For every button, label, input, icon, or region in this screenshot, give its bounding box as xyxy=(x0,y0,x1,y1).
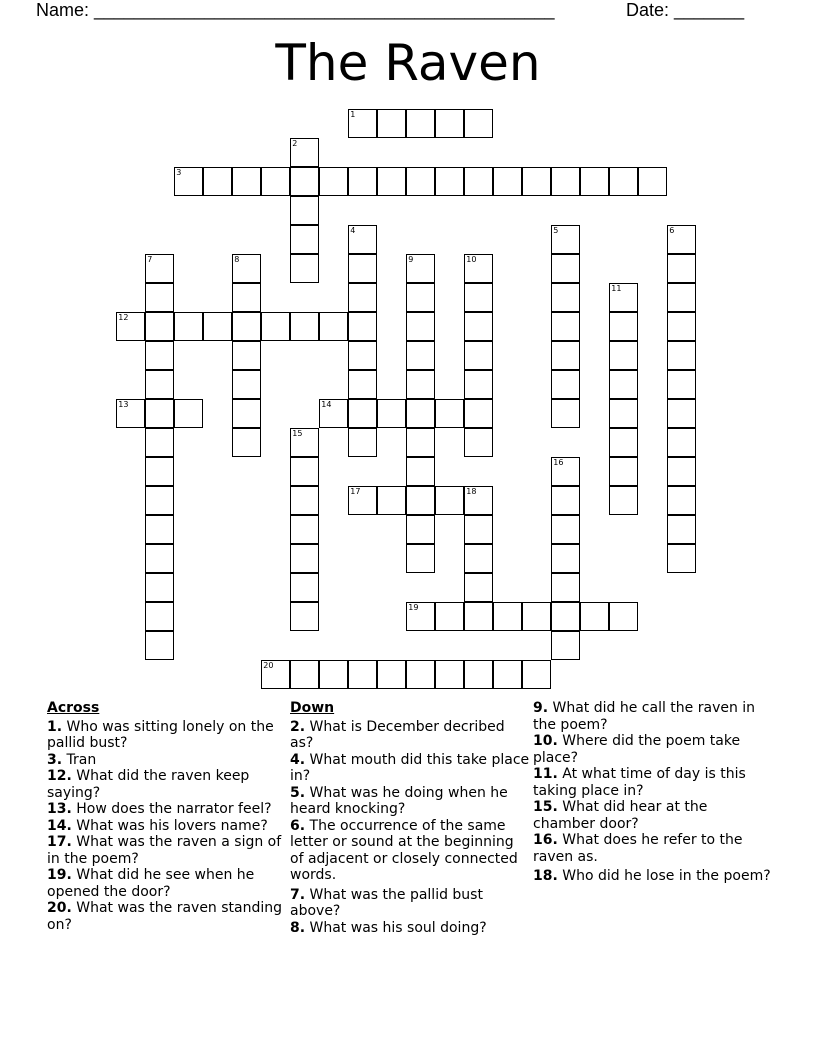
grid-cell[interactable] xyxy=(609,283,638,312)
clue-text: Who did he lose in the poem? xyxy=(562,868,771,884)
clue-text: What was his lovers name? xyxy=(76,817,268,834)
grid-cell[interactable] xyxy=(464,399,493,428)
clue-num: 15. xyxy=(533,799,558,815)
grid-cell[interactable] xyxy=(348,109,377,138)
grid-cell[interactable] xyxy=(145,486,174,515)
grid-cell[interactable] xyxy=(377,109,406,138)
grid-cell[interactable] xyxy=(348,283,377,312)
grid-cell[interactable] xyxy=(667,515,696,544)
grid-cell[interactable] xyxy=(145,573,174,602)
clue-number: 14 xyxy=(321,400,332,410)
down-clue xyxy=(290,752,530,785)
grid-cell[interactable] xyxy=(406,486,435,515)
grid-cell[interactable] xyxy=(551,544,580,573)
grid-cell[interactable] xyxy=(261,167,290,196)
down-clue xyxy=(290,818,530,884)
clue-num: 7. xyxy=(290,886,306,903)
grid-cell[interactable] xyxy=(551,457,580,486)
grid-cell[interactable] xyxy=(348,312,377,341)
grid-cell[interactable] xyxy=(551,573,580,602)
clue-num: 16. xyxy=(533,832,558,848)
grid-cell[interactable] xyxy=(290,254,319,283)
clue-number: 5 xyxy=(553,226,559,236)
grid-cell[interactable] xyxy=(464,254,493,283)
grid-cell[interactable] xyxy=(551,515,580,544)
clue-num: 20. xyxy=(47,900,72,916)
clue-number: 13 xyxy=(118,400,129,410)
grid-cell[interactable] xyxy=(609,370,638,399)
grid-cell[interactable] xyxy=(609,457,638,486)
grid-cell[interactable] xyxy=(145,602,174,631)
clue-text: Who was sitting lonely on the pallid bust? xyxy=(47,718,274,751)
clue-num: 17. xyxy=(47,834,72,850)
clue-text: What did he see when he opened the door? xyxy=(47,867,255,900)
clue-num: 11. xyxy=(533,766,558,782)
grid-cell[interactable] xyxy=(580,602,609,631)
grid-cell[interactable] xyxy=(232,312,261,341)
clue-text: What was the raven a sign of in the poem? xyxy=(47,834,282,867)
clue-text: What was he doing when he heard knocking? xyxy=(290,784,508,817)
grid-cell[interactable] xyxy=(464,515,493,544)
grid-cell[interactable] xyxy=(522,660,551,689)
grid-cell[interactable] xyxy=(348,486,377,515)
grid-cell[interactable] xyxy=(174,167,203,196)
clue-num: 4. xyxy=(290,751,306,768)
grid-cell[interactable] xyxy=(174,312,203,341)
grid-cell[interactable] xyxy=(551,341,580,370)
grid-cell[interactable] xyxy=(348,428,377,457)
grid-cell[interactable] xyxy=(609,486,638,515)
grid-cell[interactable] xyxy=(406,544,435,573)
grid-cell[interactable] xyxy=(232,341,261,370)
clue-number: 2 xyxy=(292,139,298,149)
grid-cell[interactable] xyxy=(348,370,377,399)
grid-cell[interactable] xyxy=(464,283,493,312)
grid-cell[interactable] xyxy=(406,283,435,312)
grid-cell[interactable] xyxy=(174,399,203,428)
clue-text: What mouth did this take place in? xyxy=(290,751,530,784)
grid-cell[interactable] xyxy=(464,544,493,573)
clue-number: 19 xyxy=(408,603,419,613)
clue-num: 19. xyxy=(47,867,72,883)
grid-cell[interactable] xyxy=(348,399,377,428)
grid-cell[interactable] xyxy=(203,312,232,341)
grid-cell[interactable] xyxy=(145,428,174,457)
grid-cell[interactable] xyxy=(464,486,493,515)
grid-cell[interactable] xyxy=(609,399,638,428)
grid-cell[interactable] xyxy=(464,602,493,631)
grid-cell[interactable] xyxy=(232,167,261,196)
grid-cell[interactable] xyxy=(290,457,319,486)
grid-cell[interactable] xyxy=(435,486,464,515)
across-clue xyxy=(47,801,287,818)
clue-number: 8 xyxy=(234,255,240,265)
grid-cell[interactable] xyxy=(348,660,377,689)
down-clue xyxy=(290,719,530,752)
grid-cell[interactable] xyxy=(319,660,348,689)
grid-cell[interactable] xyxy=(319,399,348,428)
grid-cell[interactable] xyxy=(348,167,377,196)
across-clue xyxy=(47,867,287,900)
clue-text: What is December decribed as? xyxy=(290,718,505,751)
clue-number: 4 xyxy=(350,226,356,236)
clue-number: 1 xyxy=(350,110,356,120)
grid-cell[interactable] xyxy=(145,370,174,399)
grid-cell[interactable] xyxy=(464,370,493,399)
grid-cell[interactable] xyxy=(290,660,319,689)
clue-number: 20 xyxy=(263,661,274,671)
clue-number: 12 xyxy=(118,313,129,323)
grid-cell[interactable] xyxy=(145,341,174,370)
clue-number: 3 xyxy=(176,168,182,178)
down-clue xyxy=(533,868,773,885)
grid-cell[interactable] xyxy=(377,399,406,428)
down-clue xyxy=(290,887,530,920)
grid-cell[interactable] xyxy=(667,428,696,457)
across-heading: Across xyxy=(47,700,100,716)
grid-cell[interactable] xyxy=(667,544,696,573)
clue-text: What does he refer to the raven as. xyxy=(533,832,743,865)
grid-cell[interactable] xyxy=(435,660,464,689)
clue-text: What was the raven standing on? xyxy=(47,900,283,933)
grid-cell[interactable] xyxy=(261,312,290,341)
grid-cell[interactable] xyxy=(290,486,319,515)
page-title: The Raven xyxy=(275,34,541,92)
grid-cell[interactable] xyxy=(406,602,435,631)
down-clue xyxy=(533,700,773,733)
clue-num: 2. xyxy=(290,718,306,735)
grid-cell[interactable] xyxy=(145,399,174,428)
grid-cell[interactable] xyxy=(290,602,319,631)
grid-cell[interactable] xyxy=(551,254,580,283)
clue-number: 7 xyxy=(147,255,153,265)
grid-cell[interactable] xyxy=(667,486,696,515)
grid-cell[interactable] xyxy=(493,602,522,631)
grid-cell[interactable] xyxy=(638,167,667,196)
clue-number: 18 xyxy=(466,487,477,497)
grid-cell[interactable] xyxy=(522,602,551,631)
grid-cell[interactable] xyxy=(464,109,493,138)
across-clues xyxy=(47,700,287,933)
grid-cell[interactable] xyxy=(290,573,319,602)
down-clues-column-2 xyxy=(533,700,773,885)
clue-num: 14. xyxy=(47,817,72,834)
grid-cell[interactable] xyxy=(522,167,551,196)
clue-number: 16 xyxy=(553,458,564,468)
grid-cell[interactable] xyxy=(609,167,638,196)
grid-cell[interactable] xyxy=(667,399,696,428)
grid-cell[interactable] xyxy=(290,196,319,225)
grid-cell[interactable] xyxy=(232,370,261,399)
down-clue xyxy=(533,733,773,766)
grid-cell[interactable] xyxy=(435,602,464,631)
across-clue xyxy=(47,900,287,933)
grid-cell[interactable] xyxy=(319,312,348,341)
clue-num: 5. xyxy=(290,784,306,801)
grid-cell[interactable] xyxy=(406,109,435,138)
grid-cell[interactable] xyxy=(145,312,174,341)
clue-num: 1. xyxy=(47,718,63,735)
across-clue xyxy=(47,752,287,769)
grid-cell[interactable] xyxy=(319,167,348,196)
grid-cell[interactable] xyxy=(609,341,638,370)
grid-cell[interactable] xyxy=(406,312,435,341)
clue-text: The occurrence of the same letter or sound at the beginning of adjacent or closely connected words. xyxy=(290,817,518,883)
grid-cell[interactable] xyxy=(377,486,406,515)
clue-text: What was his soul doing? xyxy=(309,919,487,936)
clue-number: 6 xyxy=(669,226,675,236)
grid-cell[interactable] xyxy=(667,312,696,341)
grid-cell[interactable] xyxy=(145,544,174,573)
grid-cell[interactable] xyxy=(290,167,319,196)
clue-num: 10. xyxy=(533,733,558,749)
clue-num: 12. xyxy=(47,768,72,784)
grid-cell[interactable] xyxy=(667,283,696,312)
down-clue xyxy=(533,832,773,865)
clue-number: 11 xyxy=(611,284,622,294)
grid-cell[interactable] xyxy=(609,602,638,631)
clue-text: What did he call the raven in the poem? xyxy=(533,700,756,733)
clue-text: How does the narrator feel? xyxy=(76,801,272,817)
grid-cell[interactable] xyxy=(667,370,696,399)
clue-text: Where did the poem take place? xyxy=(533,733,741,766)
grid-cell[interactable] xyxy=(290,428,319,457)
grid-cell[interactable] xyxy=(290,544,319,573)
clue-number: 15 xyxy=(292,429,303,439)
grid-cell[interactable] xyxy=(667,225,696,254)
grid-cell[interactable] xyxy=(406,399,435,428)
grid-cell[interactable] xyxy=(551,283,580,312)
grid-cell[interactable] xyxy=(551,225,580,254)
clue-text: Tran xyxy=(66,751,97,768)
clue-num: 18. xyxy=(533,868,558,884)
grid-cell[interactable] xyxy=(435,399,464,428)
grid-cell[interactable] xyxy=(609,312,638,341)
clue-text: At what time of day is this taking place in? xyxy=(533,766,746,799)
clue-num: 9. xyxy=(533,700,549,716)
grid-cell[interactable] xyxy=(464,167,493,196)
grid-cell[interactable] xyxy=(145,283,174,312)
grid-cell[interactable] xyxy=(203,167,232,196)
grid-cell[interactable] xyxy=(145,515,174,544)
grid-cell[interactable] xyxy=(493,660,522,689)
grid-cell[interactable] xyxy=(290,515,319,544)
down-clues-column-1 xyxy=(290,700,530,936)
grid-cell[interactable] xyxy=(551,370,580,399)
grid-cell[interactable] xyxy=(232,428,261,457)
down-clue xyxy=(533,766,773,799)
down-clue xyxy=(533,799,773,832)
clue-num: 13. xyxy=(47,801,72,817)
grid-cell[interactable] xyxy=(232,254,261,283)
grid-cell[interactable] xyxy=(406,254,435,283)
across-clue xyxy=(47,719,287,752)
grid-cell[interactable] xyxy=(406,167,435,196)
grid-cell[interactable] xyxy=(145,457,174,486)
across-clue xyxy=(47,818,287,835)
name-field[interactable]: Name: ______________________________________________ xyxy=(36,0,555,20)
grid-cell[interactable] xyxy=(667,457,696,486)
grid-cell[interactable] xyxy=(435,167,464,196)
down-clue xyxy=(290,785,530,818)
grid-cell[interactable] xyxy=(377,167,406,196)
grid-cell[interactable] xyxy=(551,399,580,428)
grid-cell[interactable] xyxy=(551,486,580,515)
grid-cell[interactable] xyxy=(464,573,493,602)
grid-cell[interactable] xyxy=(348,225,377,254)
grid-cell[interactable] xyxy=(551,167,580,196)
clue-num: 6. xyxy=(290,817,306,834)
across-clue xyxy=(47,834,287,867)
grid-cell[interactable] xyxy=(667,254,696,283)
grid-cell[interactable] xyxy=(348,254,377,283)
clue-text: What did the raven keep saying? xyxy=(47,768,250,801)
grid-cell[interactable] xyxy=(580,167,609,196)
clue-number: 9 xyxy=(408,255,414,265)
grid-cell[interactable] xyxy=(377,660,406,689)
grid-cell[interactable] xyxy=(145,631,174,660)
clue-text: What was the pallid bust above? xyxy=(290,886,483,919)
grid-cell[interactable] xyxy=(348,341,377,370)
grid-cell[interactable] xyxy=(232,399,261,428)
clue-number: 17 xyxy=(350,487,361,497)
grid-cell[interactable] xyxy=(116,312,145,341)
grid-cell[interactable] xyxy=(493,167,522,196)
grid-cell[interactable] xyxy=(145,254,174,283)
grid-cell[interactable] xyxy=(406,457,435,486)
clue-num: 8. xyxy=(290,919,306,936)
grid-cell[interactable] xyxy=(290,312,319,341)
grid-cell[interactable] xyxy=(406,660,435,689)
grid-cell[interactable] xyxy=(435,109,464,138)
grid-cell[interactable] xyxy=(406,515,435,544)
grid-cell[interactable] xyxy=(464,428,493,457)
grid-cell[interactable] xyxy=(406,428,435,457)
down-heading: Down xyxy=(290,700,335,716)
across-clue xyxy=(47,768,287,801)
grid-cell[interactable] xyxy=(261,660,290,689)
grid-cell[interactable] xyxy=(551,602,580,631)
clue-number: 10 xyxy=(466,255,477,265)
grid-cell[interactable] xyxy=(290,138,319,167)
grid-cell[interactable] xyxy=(232,283,261,312)
date-field[interactable]: Date: _______ xyxy=(626,0,745,20)
grid-cell[interactable] xyxy=(667,341,696,370)
down-clue xyxy=(290,920,530,937)
clue-text: What did hear at the chamber door? xyxy=(533,799,708,832)
grid-cell[interactable] xyxy=(406,370,435,399)
grid-cell[interactable] xyxy=(464,341,493,370)
grid-cell[interactable] xyxy=(290,225,319,254)
grid-cell[interactable] xyxy=(464,312,493,341)
grid-cell[interactable] xyxy=(609,428,638,457)
grid-cell[interactable] xyxy=(551,631,580,660)
grid-cell[interactable] xyxy=(406,341,435,370)
clue-num: 3. xyxy=(47,751,63,768)
grid-cell[interactable] xyxy=(464,660,493,689)
grid-cell[interactable] xyxy=(551,312,580,341)
grid-cell[interactable] xyxy=(116,399,145,428)
